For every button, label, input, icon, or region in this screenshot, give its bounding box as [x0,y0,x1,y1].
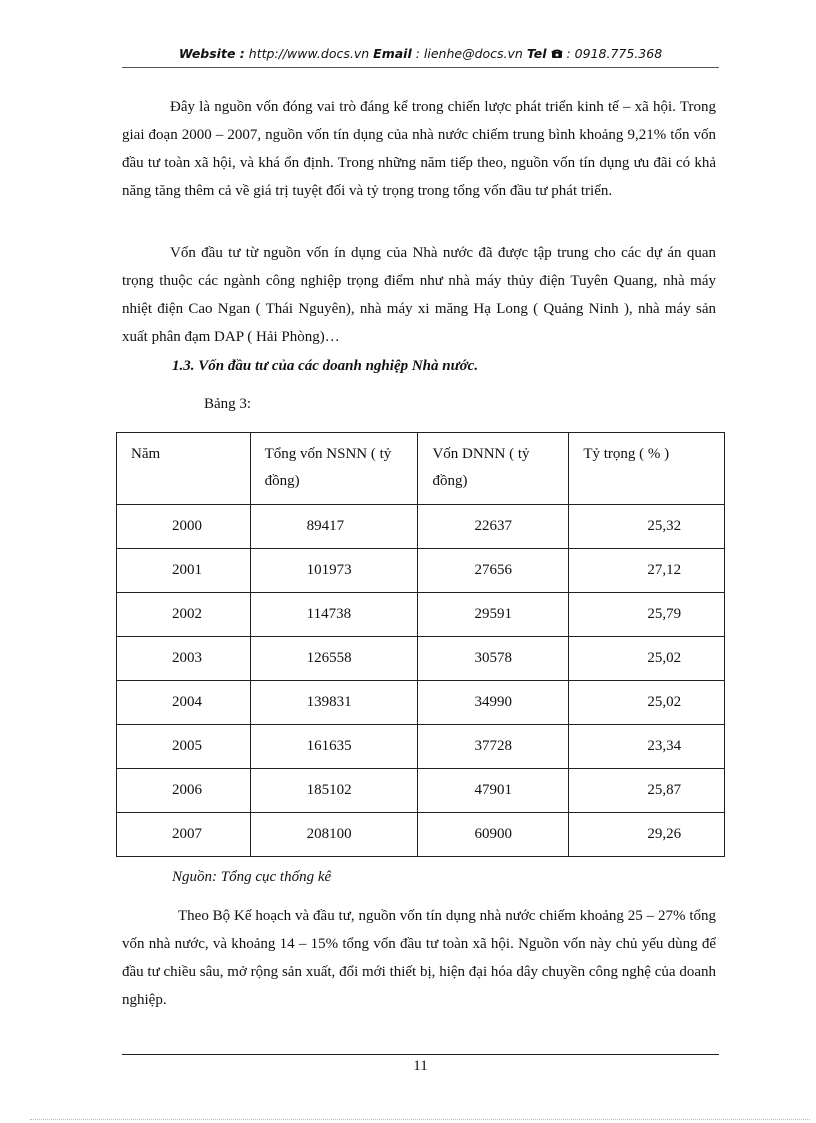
header-total-state-budget: Tổng vốn NSNN ( tỷ đồng) [250,433,418,505]
table-row [117,725,725,769]
cell-year: 2000 [117,505,251,549]
cell-share: 25,32 [569,505,725,549]
cell-total: 185102 [250,769,418,813]
page-bottom-border [30,1119,810,1120]
cell-soe: 22637 [418,505,569,549]
cell-soe: 30578 [418,637,569,681]
tel-label: Tel [526,46,547,61]
cell-share: 27,12 [569,549,725,593]
source-note: Nguồn: Tổng cục thống kê [172,869,332,885]
cell-share: 29,26 [569,813,725,857]
cell-total: 114738 [250,593,418,637]
cell-total: 89417 [250,505,418,549]
table-row [117,813,725,857]
header-share-percent: Tỷ trọng ( % ) [569,433,725,505]
page-header [122,46,719,66]
cell-soe: 27656 [418,549,569,593]
cell-share: 25,87 [569,769,725,813]
cell-year: 2003 [117,637,251,681]
cell-soe: 34990 [418,681,569,725]
table-row [117,637,725,681]
cell-year: 2004 [117,681,251,725]
cell-year: 2005 [117,725,251,769]
cell-soe: 60900 [418,813,569,857]
paragraph-1: Đây là nguồn vốn đóng vai trò đáng kể trong chiến lược phát triển kinh tế – xã hội. Trong giai đoạn 2000 – 2007, nguồn vốn tín dụng của nhà nước chiếm trung bình khoảng 9,21% tổn vốn đầu tư toàn xã hội, và khá ổn định. Trong những năm tiếp theo, nguồn vốn tín dụng ưu đãi có khả năng tăng thêm cả về giá trị tuyệt đối và tỷ trọng trong tổng vốn đầu tư phát triển. [122,99,716,199]
cell-year: 2006 [117,769,251,813]
table-header-row [117,433,725,505]
investment-table [116,432,725,857]
cell-share: 25,79 [569,593,725,637]
cell-total: 126558 [250,637,418,681]
cell-soe: 29591 [418,593,569,637]
header-divider [122,67,719,68]
website-url[interactable]: http://www.docs.vn [248,46,370,61]
page-number: 11 [413,1058,428,1074]
cell-total: 208100 [250,813,418,857]
table-row [117,549,725,593]
cell-year: 2007 [117,813,251,857]
header-soe-capital: Vốn DNNN ( tỷ đồng) [418,433,569,505]
cell-share: 23,34 [569,725,725,769]
table-row [117,593,725,637]
email-label: Email [373,46,412,61]
footer-divider [122,1054,719,1055]
cell-year: 2002 [117,593,251,637]
paragraph-2: Vốn đầu tư từ nguồn vốn ín dụng của Nhà nước đã được tập trung cho các dự án quan trọng thuộc các ngành công nghiệp trọng điểm như nhà máy thủy điện Tuyên Quang, nhà máy nhiệt điện Cao Ngan ( Thái Nguyên), nhà máy xi măng Hạ Long ( Quảng Ninh ), nhà máy sản xuất phân đạm DAP ( Hải Phòng)… [122,245,716,345]
table-row [117,681,725,725]
cell-total: 161635 [250,725,418,769]
phone-icon [551,46,567,61]
cell-total: 101973 [250,549,418,593]
table-row [117,769,725,813]
table-caption: Bảng 3: [204,396,252,412]
cell-year: 2001 [117,549,251,593]
email-value[interactable]: : lienhe@docs.vn [415,46,523,61]
cell-soe: 47901 [418,769,569,813]
header-year: Năm [117,433,251,505]
section-heading: 1.3. Vốn đầu tư của các doanh nghiệp Nhà nước. [172,358,479,374]
tel-value: : 0918.775.368 [566,46,663,61]
table-row [117,505,725,549]
cell-share: 25,02 [569,681,725,725]
website-label: Website : [178,46,245,61]
cell-total: 139831 [250,681,418,725]
cell-soe: 37728 [418,725,569,769]
paragraph-3: Theo Bộ Kế hoạch và đầu tư, nguồn vốn tín dụng nhà nước chiếm khoảng 25 – 27% tổng vốn nhà nước, và khoảng 14 – 15% tổng vốn đầu tư toàn xã hội. Nguồn vốn này chủ yếu dùng để đầu tư chiều sâu, mở rộng sản xuất, đổi mới thiết bị, hiện đại hóa dây chuyền công nghệ của doanh nghiệp. [122,908,716,1008]
cell-share: 25,02 [569,637,725,681]
